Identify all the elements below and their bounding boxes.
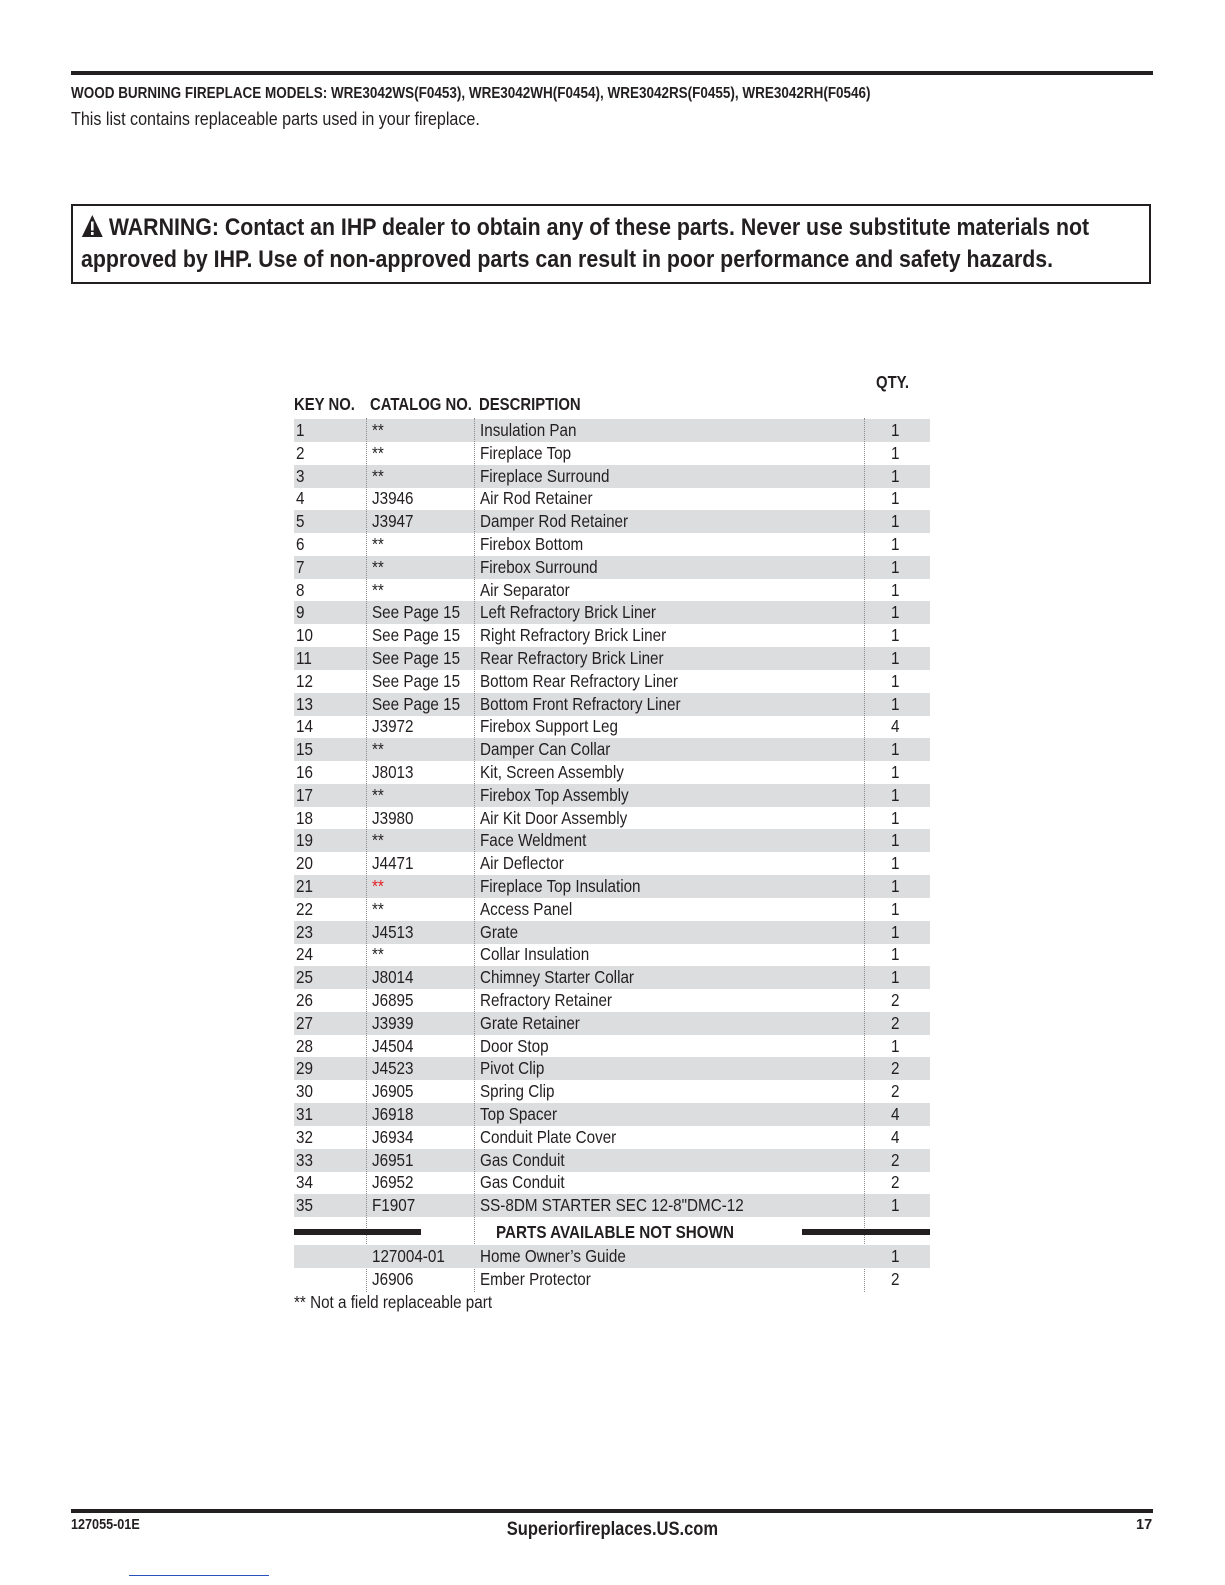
table-row bbox=[294, 807, 930, 830]
catalog-cell: J6895 bbox=[372, 990, 414, 1010]
table-row bbox=[294, 693, 930, 716]
table-row bbox=[294, 419, 930, 442]
catalog-cell: J6918 bbox=[372, 1104, 414, 1124]
description-cell: Damper Can Collar bbox=[480, 739, 611, 760]
key-cell: 25 bbox=[296, 967, 313, 988]
catalog-cell: See Page 15 bbox=[372, 625, 461, 646]
qty-cell: 1 bbox=[891, 693, 900, 714]
qty-cell: 4 bbox=[891, 1104, 900, 1124]
table-row bbox=[294, 898, 930, 921]
catalog-cell: ** bbox=[372, 579, 384, 600]
table-row bbox=[294, 761, 930, 784]
table-row bbox=[294, 1012, 930, 1035]
catalog-cell: J6934 bbox=[372, 1126, 414, 1147]
description-cell: Left Refractory Brick Liner bbox=[480, 602, 656, 623]
catalog-cell: ** bbox=[372, 830, 384, 851]
key-cell: 32 bbox=[296, 1126, 313, 1147]
catalog-cell: J4471 bbox=[372, 853, 414, 874]
qty-cell: 1 bbox=[891, 465, 900, 486]
catalog-no-header: CATALOG NO. bbox=[370, 394, 472, 414]
catalog-cell: J3939 bbox=[372, 1012, 414, 1033]
section-bar-left bbox=[294, 1229, 421, 1235]
qty-cell: 1 bbox=[891, 921, 900, 942]
qty-cell: 1 bbox=[891, 625, 900, 646]
qty-cell: 1 bbox=[891, 648, 900, 668]
catalog-cell: ** bbox=[372, 465, 384, 486]
qty-cell: 1 bbox=[891, 442, 900, 463]
key-cell: 16 bbox=[296, 762, 313, 782]
table-row bbox=[294, 921, 930, 944]
description-cell: Firebox Support Leg bbox=[480, 716, 618, 737]
link-underline bbox=[129, 1575, 269, 1576]
column-separator bbox=[474, 418, 475, 1292]
description-cell: Fireplace Top Insulation bbox=[480, 876, 641, 896]
description-cell: Insulation Pan bbox=[480, 420, 577, 440]
key-cell: 3 bbox=[296, 465, 305, 486]
catalog-cell: J3947 bbox=[372, 511, 414, 532]
table-row bbox=[294, 1035, 930, 1058]
qty-cell: 1 bbox=[891, 534, 900, 554]
key-cell: 33 bbox=[296, 1149, 313, 1170]
key-cell: 1 bbox=[296, 420, 305, 440]
table-row bbox=[294, 1171, 930, 1194]
qty-cell: 1 bbox=[891, 511, 900, 532]
qty-cell: 2 bbox=[891, 1172, 900, 1193]
page-number: 17 bbox=[1136, 1517, 1153, 1533]
qty-cell: 1 bbox=[891, 898, 900, 919]
description-cell: Air Kit Door Assembly bbox=[480, 807, 628, 828]
models-heading: WOOD BURNING FIREPLACE MODELS: WRE3042WS(F0453), WRE3042WH(F0454), WRE3042RS(F0455), WRE3042RH(F0546) bbox=[71, 85, 871, 102]
key-cell: 22 bbox=[296, 898, 313, 919]
table-row bbox=[294, 1103, 930, 1126]
catalog-cell: ** bbox=[372, 944, 384, 965]
qty-cell: 1 bbox=[891, 944, 900, 965]
catalog-cell: F1907 bbox=[372, 1195, 416, 1216]
table-row bbox=[294, 1057, 930, 1080]
warning-triangle-icon bbox=[81, 214, 104, 245]
key-cell: 2 bbox=[296, 442, 305, 463]
key-cell: 18 bbox=[296, 807, 313, 828]
table-row bbox=[294, 670, 930, 693]
key-cell: 27 bbox=[296, 1012, 313, 1033]
qty-cell: 1 bbox=[891, 579, 900, 600]
key-cell: 28 bbox=[296, 1035, 313, 1056]
catalog-cell: J3980 bbox=[372, 807, 414, 828]
table-row bbox=[294, 715, 930, 738]
key-no-header: KEY NO. bbox=[294, 394, 355, 414]
description-cell: Bottom Front Refractory Liner bbox=[480, 693, 681, 714]
website-line bbox=[0, 1519, 1225, 1541]
description-cell: Spring Clip bbox=[480, 1081, 555, 1102]
not-shown-title: PARTS AVAILABLE NOT SHOWN bbox=[496, 1222, 734, 1242]
catalog-cell: ** bbox=[372, 739, 384, 760]
key-cell: 14 bbox=[296, 716, 313, 737]
table-row bbox=[294, 784, 930, 807]
description-cell: Grate bbox=[480, 921, 519, 942]
key-cell: 23 bbox=[296, 921, 313, 942]
catalog-cell: ** bbox=[372, 556, 384, 577]
warning-box bbox=[71, 204, 1151, 284]
catalog-cell: See Page 15 bbox=[372, 648, 461, 668]
table-row bbox=[294, 601, 930, 624]
catalog-cell: J6951 bbox=[372, 1149, 414, 1170]
description-cell: Air Separator bbox=[480, 579, 570, 600]
qty-cell: 1 bbox=[891, 853, 900, 874]
description-cell: Fireplace Top bbox=[480, 442, 572, 463]
description-cell: Gas Conduit bbox=[480, 1172, 565, 1193]
key-cell: 15 bbox=[296, 739, 313, 760]
table-row bbox=[294, 465, 930, 488]
key-cell: 29 bbox=[296, 1058, 313, 1079]
table-row bbox=[294, 989, 930, 1012]
key-cell: 6 bbox=[296, 534, 305, 554]
qty-cell: 2 bbox=[891, 1268, 900, 1289]
column-separator bbox=[864, 418, 865, 1292]
key-cell: 20 bbox=[296, 853, 313, 874]
qty-cell: 2 bbox=[891, 1058, 900, 1079]
table-row bbox=[294, 647, 930, 670]
bottom-rule bbox=[71, 1509, 1153, 1513]
description-cell: Collar Insulation bbox=[480, 944, 590, 965]
catalog-cell: See Page 15 bbox=[372, 602, 461, 623]
qty-cell: 1 bbox=[891, 967, 900, 988]
warning-message bbox=[81, 213, 1151, 274]
description-cell: Pivot Clip bbox=[480, 1058, 545, 1079]
description-cell: Rear Refractory Brick Liner bbox=[480, 648, 664, 668]
key-cell: 30 bbox=[296, 1081, 313, 1102]
table-row bbox=[294, 579, 930, 602]
qty-cell: 1 bbox=[891, 1246, 900, 1266]
description-cell: Air Rod Retainer bbox=[480, 488, 593, 509]
description-cell: Firebox Top Assembly bbox=[480, 784, 629, 805]
description-cell: Grate Retainer bbox=[480, 1012, 580, 1033]
table-row bbox=[294, 1149, 930, 1172]
description-cell: SS-8DM STARTER SEC 12-8"DMC-12 bbox=[480, 1195, 744, 1216]
column-separator bbox=[366, 418, 367, 1292]
table-row bbox=[294, 533, 930, 556]
key-cell: 31 bbox=[296, 1104, 313, 1124]
description-cell: Right Refractory Brick Liner bbox=[480, 625, 667, 646]
table-row bbox=[294, 1194, 930, 1217]
qty-cell: 1 bbox=[891, 876, 900, 896]
catalog-cell: See Page 15 bbox=[372, 693, 461, 714]
website-text: Superiorfireplaces.US.com bbox=[506, 1519, 719, 1540]
key-cell: 4 bbox=[296, 488, 305, 509]
catalog-cell: ** bbox=[372, 420, 384, 440]
catalog-cell: J8014 bbox=[372, 967, 414, 988]
table-row bbox=[294, 487, 930, 510]
catalog-cell: ** bbox=[372, 784, 384, 805]
catalog-cell: See Page 15 bbox=[372, 670, 461, 691]
qty-cell: 2 bbox=[891, 1081, 900, 1102]
catalog-cell: ** bbox=[372, 534, 384, 554]
warning-text: WARNING: Contact an IHP dealer to obtain any of these parts. Never use substitute materials not approved by IHP. Use of non-approved parts can result in poor performance and safety hazards. bbox=[81, 214, 1090, 273]
key-cell: 26 bbox=[296, 990, 313, 1010]
catalog-cell: J8013 bbox=[372, 762, 414, 782]
qty-header: QTY. bbox=[876, 372, 910, 392]
table-row bbox=[294, 1268, 930, 1291]
description-cell: Kit, Screen Assembly bbox=[480, 762, 624, 782]
catalog-cell: J4523 bbox=[372, 1058, 414, 1079]
qty-cell: 1 bbox=[891, 1195, 900, 1216]
table-row bbox=[294, 738, 930, 761]
table-row bbox=[294, 829, 930, 852]
section-bar-right bbox=[802, 1229, 930, 1235]
qty-cell: 2 bbox=[891, 1149, 900, 1170]
catalog-cell: ** bbox=[372, 876, 384, 896]
qty-cell: 1 bbox=[891, 784, 900, 805]
qty-cell: 4 bbox=[891, 716, 900, 737]
qty-cell: 1 bbox=[891, 602, 900, 623]
description-header: DESCRIPTION bbox=[479, 394, 581, 414]
key-cell: 34 bbox=[296, 1172, 313, 1193]
catalog-cell: J4504 bbox=[372, 1035, 414, 1056]
description-cell: Top Spacer bbox=[480, 1104, 558, 1124]
qty-cell: 1 bbox=[891, 807, 900, 828]
key-cell: 21 bbox=[296, 876, 313, 896]
catalog-cell: J6905 bbox=[372, 1081, 414, 1102]
table-row bbox=[294, 624, 930, 647]
description-cell: Air Deflector bbox=[480, 853, 564, 874]
catalog-cell: 127004-01 bbox=[372, 1246, 445, 1266]
description-cell: Firebox Surround bbox=[480, 556, 598, 577]
qty-cell: 1 bbox=[891, 830, 900, 851]
description-cell: Chimney Starter Collar bbox=[480, 967, 634, 988]
qty-cell: 1 bbox=[891, 1035, 900, 1056]
description-cell: Refractory Retainer bbox=[480, 990, 613, 1010]
table-row bbox=[294, 875, 930, 898]
key-cell: 8 bbox=[296, 579, 305, 600]
qty-cell: 1 bbox=[891, 739, 900, 760]
key-cell: 19 bbox=[296, 830, 313, 851]
top-rule bbox=[71, 71, 1153, 75]
catalog-cell: J6906 bbox=[372, 1268, 414, 1289]
key-cell: 10 bbox=[296, 625, 313, 646]
key-cell: 5 bbox=[296, 511, 305, 532]
intro-text: This list contains replaceable parts used in your fireplace. bbox=[71, 108, 480, 129]
table-row bbox=[294, 556, 930, 579]
description-cell: Conduit Plate Cover bbox=[480, 1126, 617, 1147]
table-row bbox=[294, 943, 930, 966]
qty-cell: 1 bbox=[891, 556, 900, 577]
key-cell: 9 bbox=[296, 602, 305, 623]
key-cell: 24 bbox=[296, 944, 313, 965]
table-row bbox=[294, 510, 930, 533]
qty-cell: 2 bbox=[891, 1012, 900, 1033]
qty-cell: 2 bbox=[891, 990, 900, 1010]
description-cell: Bottom Rear Refractory Liner bbox=[480, 670, 679, 691]
table-row bbox=[294, 852, 930, 875]
description-cell: Fireplace Surround bbox=[480, 465, 610, 486]
catalog-cell: ** bbox=[372, 442, 384, 463]
table-row bbox=[294, 1080, 930, 1103]
description-cell: Firebox Bottom bbox=[480, 534, 584, 554]
doc-number: 127055-01E bbox=[71, 1517, 140, 1533]
description-cell: Damper Rod Retainer bbox=[480, 511, 629, 532]
qty-cell: 4 bbox=[891, 1126, 900, 1147]
key-cell: 13 bbox=[296, 693, 313, 714]
qty-cell: 1 bbox=[891, 762, 900, 782]
table-row bbox=[294, 1245, 930, 1268]
catalog-cell: J4513 bbox=[372, 921, 414, 942]
table-row bbox=[294, 442, 930, 465]
qty-cell: 1 bbox=[891, 670, 900, 691]
description-cell: Gas Conduit bbox=[480, 1149, 565, 1170]
key-cell: 12 bbox=[296, 670, 313, 691]
footnote: ** Not a field replaceable part bbox=[294, 1292, 493, 1312]
table-row bbox=[294, 966, 930, 989]
description-cell: Ember Protector bbox=[480, 1268, 591, 1289]
catalog-cell: ** bbox=[372, 898, 384, 919]
description-cell: Home Owner’s Guide bbox=[480, 1246, 626, 1266]
catalog-cell: J6952 bbox=[372, 1172, 414, 1193]
description-cell: Access Panel bbox=[480, 898, 573, 919]
catalog-cell: J3946 bbox=[372, 488, 414, 509]
description-cell: Door Stop bbox=[480, 1035, 549, 1056]
catalog-cell: J3972 bbox=[372, 716, 414, 737]
table-row bbox=[294, 1126, 930, 1149]
key-cell: 35 bbox=[296, 1195, 313, 1216]
description-cell: Face Weldment bbox=[480, 830, 587, 851]
key-cell: 17 bbox=[296, 784, 313, 805]
key-cell: 11 bbox=[296, 648, 312, 668]
qty-cell: 1 bbox=[891, 488, 900, 509]
key-cell: 7 bbox=[296, 556, 305, 577]
qty-cell: 1 bbox=[891, 420, 900, 440]
